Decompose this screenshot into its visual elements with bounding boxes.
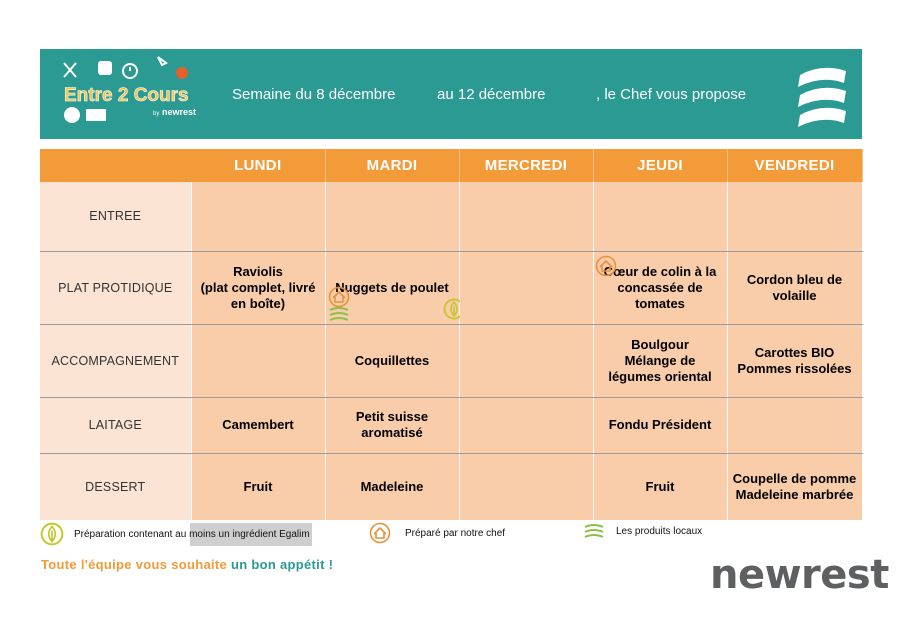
legend-chef xyxy=(369,522,505,544)
header-corner xyxy=(40,149,191,182)
egalim-leaf-icon xyxy=(40,522,64,546)
newrest-logo xyxy=(710,552,889,598)
row-label-entree: ENTREE xyxy=(40,182,191,251)
row-label-dessert: DESSERT xyxy=(40,453,191,520)
menu-cell xyxy=(459,182,593,251)
chef-proposes-text: , le Chef vous propose xyxy=(596,86,747,103)
newrest-logo-text: newrest xyxy=(710,552,889,598)
legend-egalim-label: Préparation contenant au moins un ingrédient Egalim xyxy=(72,523,312,546)
menu-cell: Boulgour Mélange de légumes oriental xyxy=(593,324,727,397)
header-banner xyxy=(40,49,862,139)
dish-text: Nuggets de poulet xyxy=(335,279,449,295)
menu-cell: Coupelle de pomme Madeleine marbrée xyxy=(727,453,862,520)
menu-cell: Carottes BIO Pommes rissolées xyxy=(727,324,862,397)
day-header-mercredi: MERCREDI xyxy=(459,149,593,182)
day-header-lundi: LUNDI xyxy=(191,149,325,182)
menu-cell xyxy=(191,251,325,324)
week-end-text: au 12 décembre xyxy=(437,86,546,103)
day-header-jeudi: JEUDI xyxy=(593,149,727,182)
menu-cell xyxy=(593,182,727,251)
menu-cell xyxy=(727,397,862,453)
menu-cell xyxy=(593,251,727,324)
dish-text: Raviolis (plat complet, livré en boîte) xyxy=(200,263,316,311)
menu-cell xyxy=(459,453,593,520)
legend-local-text: Les produits locaux xyxy=(616,525,703,537)
table-row-dessert xyxy=(40,453,862,520)
table-row-laitage xyxy=(40,397,862,453)
menu-cell xyxy=(459,251,593,324)
weekly-menu-table xyxy=(40,149,863,520)
entre-2-cours-logo xyxy=(58,53,198,133)
legend-egalim-text xyxy=(72,529,312,540)
menu-cell: Petit suisse aromatisé xyxy=(325,397,459,453)
menu-cell xyxy=(459,324,593,397)
menu-cell: Coquillettes xyxy=(325,324,459,397)
svg-text:by: by xyxy=(153,111,160,117)
menu-cell: Camembert xyxy=(191,397,325,453)
menu-cell xyxy=(325,251,459,324)
menu-cell: Madeleine xyxy=(325,453,459,520)
menu-cell xyxy=(191,324,325,397)
row-label-plat: PLAT PROTIDIQUE xyxy=(40,251,191,324)
row-label-laitage: LAITAGE xyxy=(40,397,191,453)
menu-cell xyxy=(191,182,325,251)
table-row-plat xyxy=(40,251,862,324)
legend xyxy=(0,522,900,548)
table-row-accompagnement xyxy=(40,324,862,397)
chef-house-icon xyxy=(595,255,617,277)
menu-cell: Fruit xyxy=(191,453,325,520)
menu-cell: Cordon bleu de volaille xyxy=(727,251,862,324)
menu-cell: Fondu Président xyxy=(593,397,727,453)
local-produce-icon xyxy=(583,522,605,540)
week-start-text: Semaine du 8 décembre xyxy=(232,86,396,103)
menu-cell: Fruit xyxy=(593,453,727,520)
newrest-stripes-icon xyxy=(794,61,850,127)
table-row-entree xyxy=(40,182,862,251)
legend-egalim xyxy=(40,522,312,546)
day-header-mardi: MARDI xyxy=(325,149,459,182)
chef-house-icon xyxy=(328,286,350,308)
legend-local xyxy=(583,522,702,540)
menu-cell xyxy=(325,182,459,251)
wish-part-2: un bon appétit ! xyxy=(230,557,334,572)
bon-appetit-message xyxy=(41,557,333,572)
menu-cell xyxy=(727,182,862,251)
dish-text: Cœur de colin à la concassée de tomates xyxy=(603,263,717,311)
svg-text:newrest: newrest xyxy=(162,107,197,117)
wish-part-1: Toute l'équipe vous souhaite xyxy=(41,557,228,572)
chef-house-icon xyxy=(369,522,391,544)
legend-chef-text: Préparé par notre chef xyxy=(405,527,506,539)
local-produce-icon xyxy=(328,306,350,322)
days-header-row xyxy=(40,149,862,182)
svg-text:Entre 2 Cours: Entre 2 Cours xyxy=(64,85,189,106)
day-header-vendredi: VENDREDI xyxy=(727,149,862,182)
menu-cell xyxy=(459,397,593,453)
row-label-accompagnement: ACCOMPAGNEMENT xyxy=(40,324,191,397)
